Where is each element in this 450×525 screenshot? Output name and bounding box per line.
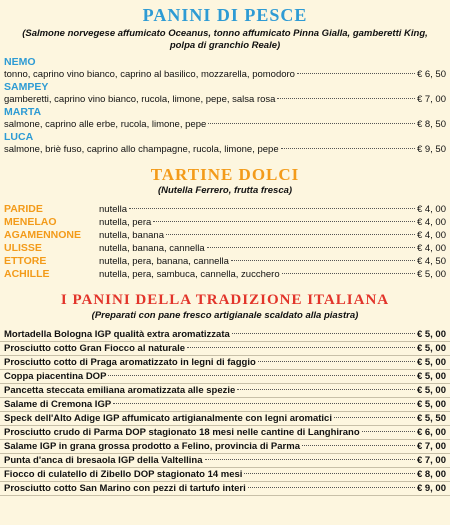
tradizione-item-desc: Fiocco di culatello di Zibello DOP stagionato 14 mesi bbox=[4, 469, 243, 480]
tradizione-item-price: € 7, 00 bbox=[416, 455, 446, 466]
pesce-item-price: € 7, 00 bbox=[416, 94, 446, 105]
pesce-title: PANINI DI PESCE bbox=[142, 5, 308, 25]
tartine-item-price: € 4, 50 bbox=[416, 256, 446, 267]
tradizione-item bbox=[0, 454, 450, 468]
tradizione-item-desc: Coppa piacentina DOP bbox=[4, 371, 107, 382]
pesce-item-desc: salmone, caprino alle erbe, rucola, limone, pepe bbox=[4, 119, 207, 130]
dotted-leader bbox=[208, 123, 415, 124]
dotted-leader bbox=[153, 221, 415, 222]
tradizione-item-price: € 5, 00 bbox=[416, 399, 446, 410]
pesce-item-name: NEMO bbox=[4, 56, 36, 68]
tartine-item-price: € 4, 00 bbox=[416, 243, 446, 254]
tradizione-title: I PANINI DELLA TRADIZIONE ITALIANA bbox=[60, 292, 390, 308]
tartine-item bbox=[0, 268, 450, 281]
tartine-item bbox=[0, 203, 450, 216]
dotted-leader bbox=[297, 73, 415, 74]
dotted-leader bbox=[248, 487, 415, 488]
tradizione-item-desc: Prosciutto cotto San Marino con pezzi di tartufo interi bbox=[4, 483, 246, 494]
tradizione-item bbox=[0, 384, 450, 398]
pesce-subtitle-1: (Salmone norvegese affumicato Oceanus, tonno affumicato Pinna Gialla, gamberetti King, bbox=[22, 28, 428, 39]
tartine-item-desc: nutella, banana, cannella bbox=[99, 243, 205, 254]
dotted-leader bbox=[244, 473, 415, 474]
tartine-title: TARTINE DOLCI bbox=[150, 165, 300, 184]
tartine-item-name: PARIDE bbox=[4, 203, 43, 215]
dotted-leader bbox=[237, 389, 415, 390]
tradizione-item bbox=[0, 468, 450, 482]
dotted-leader bbox=[302, 445, 415, 446]
tradizione-subtitle: (Preparati con pane fresco artigianale scaldato alla piastra) bbox=[91, 310, 359, 321]
tradizione-item-price: € 5, 00 bbox=[416, 371, 446, 382]
pesce-item-name: SAMPEY bbox=[4, 81, 49, 93]
pesce-list bbox=[0, 56, 450, 156]
pesce-item bbox=[0, 106, 450, 131]
pesce-item-name: LUCA bbox=[4, 131, 34, 143]
dotted-leader bbox=[205, 459, 415, 460]
pesce-item-desc: tonno, caprino vino bianco, caprino al basilico, mozzarella, pomodoro bbox=[4, 69, 295, 80]
tradizione-item-price: € 5, 50 bbox=[416, 413, 446, 424]
tradizione-item bbox=[0, 412, 450, 426]
pesce-item-price: € 8, 50 bbox=[416, 119, 446, 130]
dotted-leader bbox=[207, 247, 415, 248]
tartine-item-desc: nutella, pera, banana, cannella bbox=[99, 256, 229, 267]
tartine-item bbox=[0, 216, 450, 229]
tartine-item-name: AGAMENNONE bbox=[4, 229, 82, 241]
tradizione-item-desc: Pancetta steccata emiliana aromatizzata alle spezie bbox=[4, 385, 236, 396]
tradizione-item-price: € 8, 00 bbox=[416, 469, 446, 480]
tradizione-item-desc: Prosciutto crudo di Parma DOP stagionato 18 mesi nelle cantine di Langhirano bbox=[4, 427, 360, 438]
dotted-leader bbox=[232, 333, 415, 334]
tradizione-item-price: € 5, 00 bbox=[416, 329, 446, 340]
tradizione-item bbox=[0, 328, 450, 342]
tartine-item bbox=[0, 255, 450, 268]
tradizione-item-desc: Salame di Cremona IGP bbox=[4, 399, 112, 410]
tartine-item-price: € 4, 00 bbox=[416, 230, 446, 241]
tartine-list bbox=[0, 203, 450, 281]
tradizione-item-desc: Mortadella Bologna IGP qualità extra aromatizzata bbox=[4, 329, 230, 340]
tartine-item bbox=[0, 229, 450, 242]
dotted-leader bbox=[187, 347, 415, 348]
tartine-item-price: € 4, 00 bbox=[416, 204, 446, 215]
pesce-item-price: € 6, 50 bbox=[416, 69, 446, 80]
tradizione-item bbox=[0, 398, 450, 412]
tradizione-item-price: € 5, 00 bbox=[416, 385, 446, 396]
tradizione-item bbox=[0, 482, 450, 496]
tartine-item-desc: nutella, pera, sambuca, cannella, zucchero bbox=[99, 269, 280, 280]
tartine-item-desc: nutella, pera bbox=[99, 217, 152, 228]
tradizione-item-desc: Prosciutto cotto Gran Fiocco al naturale bbox=[4, 343, 186, 354]
tartine-item-desc: nutella, banana bbox=[99, 230, 164, 241]
tradizione-item-desc: Salame IGP in grana grossa prodotto a Felino, provincia di Parma bbox=[4, 441, 300, 452]
tradizione-item bbox=[0, 342, 450, 356]
tartine-item-price: € 4, 00 bbox=[416, 217, 446, 228]
dotted-leader bbox=[129, 208, 415, 209]
tradizione-item-desc: Prosciutto cotto di Praga aromatizzato in legni di faggio bbox=[4, 357, 256, 368]
dotted-leader bbox=[108, 375, 415, 376]
dotted-leader bbox=[282, 273, 415, 274]
tartine-item-name: MENELAO bbox=[4, 216, 57, 228]
tradizione-item-desc: Speck dell'Alto Adige IGP affumicato artigianalmente con legni aromatici bbox=[4, 413, 332, 424]
tradizione-item-price: € 5, 00 bbox=[416, 357, 446, 368]
pesce-item-desc: gamberetti, caprino vino bianco, rucola, limone, pepe, salsa rosa bbox=[4, 94, 276, 105]
tradizione-item-desc: Punta d'anca di bresaola IGP della Valtellina bbox=[4, 455, 203, 466]
dotted-leader bbox=[277, 98, 415, 99]
dotted-leader bbox=[231, 260, 415, 261]
pesce-subtitle-2: polpa di granchio Reale) bbox=[169, 40, 281, 51]
pesce-item-desc: salmone, briè fuso, caprino allo champagne, rucola, limone, pepe bbox=[4, 144, 279, 155]
pesce-item-name: MARTA bbox=[4, 106, 42, 118]
tartine-item-price: € 5, 00 bbox=[416, 269, 446, 280]
dotted-leader bbox=[258, 361, 415, 362]
tradizione-item bbox=[0, 356, 450, 370]
tartine-item-name: ACHILLE bbox=[4, 268, 50, 280]
tradizione-item-price: € 5, 00 bbox=[416, 343, 446, 354]
tradizione-item-price: € 6, 00 bbox=[416, 427, 446, 438]
tartine-item bbox=[0, 242, 450, 255]
pesce-item bbox=[0, 56, 450, 81]
dotted-leader bbox=[281, 148, 415, 149]
tradizione-list bbox=[0, 328, 450, 496]
dotted-leader bbox=[166, 234, 415, 235]
pesce-item bbox=[0, 131, 450, 156]
pesce-item-price: € 9, 50 bbox=[416, 144, 446, 155]
dotted-leader bbox=[334, 417, 415, 418]
tartine-item-name: ULISSE bbox=[4, 242, 42, 254]
dotted-leader bbox=[362, 431, 415, 432]
tartine-item-desc: nutella bbox=[99, 204, 127, 215]
dotted-leader bbox=[113, 403, 415, 404]
tradizione-item bbox=[0, 370, 450, 384]
tartine-item-name: ETTORE bbox=[4, 255, 47, 267]
tradizione-item bbox=[0, 440, 450, 454]
pesce-item bbox=[0, 81, 450, 106]
tartine-subtitle: (Nutella Ferrero, frutta fresca) bbox=[157, 185, 293, 196]
tradizione-item-price: € 9, 00 bbox=[416, 483, 446, 494]
tradizione-item-price: € 7, 00 bbox=[416, 441, 446, 452]
tradizione-item bbox=[0, 426, 450, 440]
